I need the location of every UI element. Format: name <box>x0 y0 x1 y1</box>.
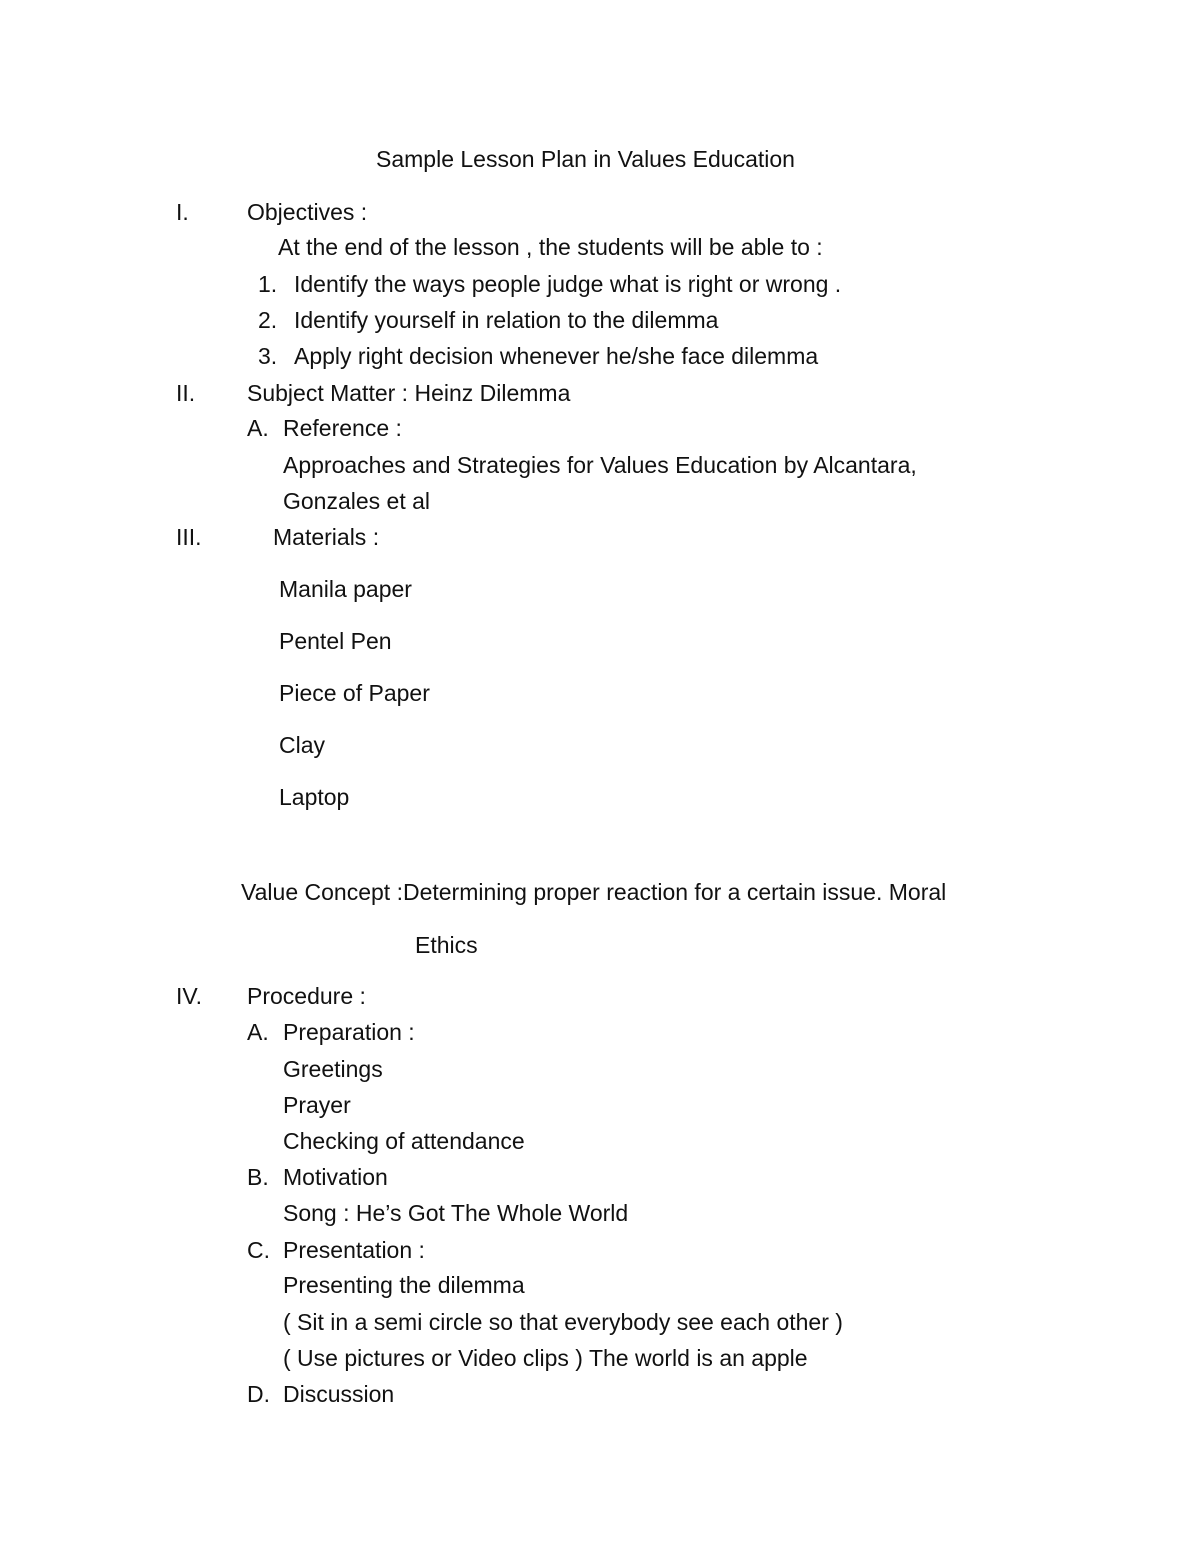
objective-number: 2. <box>258 307 278 333</box>
material-item: Manila paper <box>279 576 412 602</box>
discussion-heading: Discussion <box>283 1381 395 1407</box>
objective-item: Identify the ways people judge what is right or wrong . <box>294 271 842 297</box>
objective-number: 1. <box>258 271 278 297</box>
material-item: Pentel Pen <box>279 628 392 654</box>
procedure-heading: Procedure : <box>247 983 366 1009</box>
reference-heading: Reference : <box>283 415 402 441</box>
preparation-heading: Preparation : <box>283 1019 415 1045</box>
section-numeral-iv: IV. <box>176 983 203 1009</box>
material-item: Clay <box>279 732 326 758</box>
objective-number: 3. <box>258 343 278 369</box>
motivation-item: Song : He’s Got The Whole World <box>283 1200 629 1226</box>
value-concept-line-2: Ethics <box>415 932 478 958</box>
motivation-letter: B. <box>247 1164 269 1190</box>
material-item: Laptop <box>279 784 350 810</box>
presentation-item: ( Use pictures or Video clips ) The world is an apple <box>283 1345 808 1371</box>
motivation-heading: Motivation <box>283 1164 388 1190</box>
preparation-item: Checking of attendance <box>283 1128 525 1154</box>
presentation-letter: C. <box>247 1237 270 1263</box>
preparation-letter: A. <box>247 1019 269 1045</box>
objective-item: Apply right decision whenever he/she face dilemma <box>294 343 819 369</box>
subject-matter-heading: Subject Matter : Heinz Dilemma <box>247 380 571 406</box>
section-numeral-iii: III. <box>176 524 202 550</box>
objective-item: Identify yourself in relation to the dilemma <box>294 307 719 333</box>
materials-heading: Materials : <box>273 524 380 550</box>
page-title: Sample Lesson Plan in Values Education <box>376 146 795 172</box>
objectives-intro: At the end of the lesson , the students will be able to : <box>278 234 823 260</box>
material-item: Piece of Paper <box>279 680 430 706</box>
presentation-heading: Presentation : <box>283 1237 425 1263</box>
presentation-item: ( Sit in a semi circle so that everybody see each other ) <box>283 1309 843 1335</box>
presentation-item: Presenting the dilemma <box>283 1272 525 1298</box>
value-concept-line-1: Value Concept :Determining proper reaction for a certain issue. Moral <box>241 879 947 905</box>
reference-line-1: Approaches and Strategies for Values Education by Alcantara, <box>283 452 917 478</box>
section-numeral-ii: II. <box>176 380 196 406</box>
preparation-item: Prayer <box>283 1092 351 1118</box>
reference-letter: A. <box>247 415 269 441</box>
discussion-letter: D. <box>247 1381 270 1407</box>
preparation-item: Greetings <box>283 1056 383 1082</box>
reference-line-2: Gonzales et al <box>283 488 431 514</box>
objectives-heading: Objectives : <box>247 199 368 225</box>
section-numeral-i: I. <box>176 199 189 225</box>
